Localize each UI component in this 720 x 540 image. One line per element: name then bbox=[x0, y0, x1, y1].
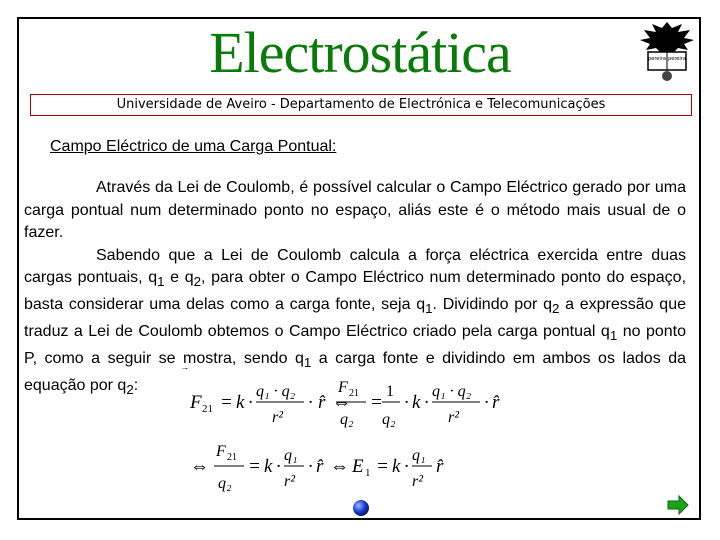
university-eagle-crest-icon bbox=[634, 18, 700, 84]
eq1-one: 1 bbox=[386, 383, 394, 400]
svg-text:r²: r² bbox=[412, 473, 424, 490]
eq1-q2: q₂ bbox=[340, 411, 354, 428]
eq1-F2: F bbox=[338, 379, 348, 396]
svg-text:q₁: q₁ bbox=[412, 447, 426, 464]
eq1-F-sub: 21 bbox=[202, 403, 213, 415]
svg-text:⇔: ⇔ bbox=[190, 456, 209, 477]
eq1-den: r² bbox=[272, 409, 284, 426]
svg-text:q₂: q₂ bbox=[218, 475, 232, 492]
paragraph-1: Através da Lei de Coulomb, é possível calcular o Campo Eléctrico gerado por uma carga pontual num determinado ponto no espaço, aliás este é o método mais usual de o fazer. bbox=[24, 179, 686, 242]
svg-text:21: 21 bbox=[349, 388, 359, 399]
svg-text:r²: r² bbox=[448, 409, 460, 426]
svg-text:·: · bbox=[308, 456, 313, 477]
logo-text-left: pereira bbox=[648, 56, 666, 62]
svg-text:r²: r² bbox=[284, 473, 296, 490]
svg-text:k: k bbox=[392, 456, 401, 477]
svg-text:·: · bbox=[484, 392, 489, 413]
svg-text:21: 21 bbox=[227, 452, 237, 463]
eq2-E: E bbox=[352, 456, 364, 477]
svg-text:k: k bbox=[264, 456, 273, 477]
svg-text:·: · bbox=[308, 392, 313, 413]
svg-text:⇔: ⇔ bbox=[332, 392, 351, 413]
eq1-num: q₁ · q₂ bbox=[256, 383, 296, 400]
eq2-E-sub: 1 bbox=[365, 467, 371, 479]
svg-text:q₂: q₂ bbox=[382, 411, 396, 428]
svg-text:=: = bbox=[248, 456, 261, 477]
eq1-F: F bbox=[190, 392, 202, 413]
svg-text:F: F bbox=[216, 443, 226, 460]
blue-sphere-icon[interactable] bbox=[352, 499, 370, 517]
subtitle: Universidade de Aveiro - Departamento de Electrónica e Telecomunicações bbox=[116, 97, 606, 112]
paragraph-2: Sabendo que a Lei de Coulomb calcula a força eléctrica exercida entre duas cargas pontuais, $q_1$ e $q_2$, para obter o Campo Eléctrico num determinado ponto do espaço, basta considerar uma delas como a carga fonte, seja $q_1$. Dividindo por $q_2$ a expressão que traduz a Lei de Coulomb obtemos o Campo Eléctrico criado pela carga pontual $q_1$ no ponto P, como a seguir se mostra, sendo $q_1$ a carga fonte e dividindo em ambos os lados da equação por $q_2$: bbox=[24, 246, 687, 397]
svg-text:k: k bbox=[412, 392, 421, 413]
svg-text:q₁ · q₂: q₁ · q₂ bbox=[432, 383, 472, 400]
svg-text:⃗ bbox=[182, 368, 188, 370]
svg-text:·: · bbox=[248, 392, 253, 413]
eq2-num: q₁ bbox=[284, 447, 298, 464]
section-heading: Campo Eléctrico de uma Carga Pontual: bbox=[50, 138, 337, 155]
logo-text-right: pereira bbox=[668, 56, 686, 62]
equations bbox=[180, 368, 510, 500]
svg-text:=: = bbox=[220, 392, 233, 413]
svg-text:=: = bbox=[376, 456, 389, 477]
svg-text:=: = bbox=[370, 392, 383, 413]
slide-title: Electrostática bbox=[209, 20, 511, 85]
eq1-rhat: r̂ bbox=[318, 392, 326, 413]
svg-text:·: · bbox=[404, 456, 409, 477]
eq1-k: k bbox=[236, 392, 245, 413]
svg-text:·: · bbox=[424, 392, 429, 413]
subtitle-box bbox=[30, 94, 692, 116]
green-right-arrow-icon[interactable] bbox=[666, 494, 690, 516]
svg-text:·: · bbox=[404, 392, 409, 413]
svg-text:⇔: ⇔ bbox=[330, 456, 349, 477]
svg-text:r̂: r̂ bbox=[492, 392, 500, 413]
svg-text:·: · bbox=[276, 456, 281, 477]
svg-text:r̂: r̂ bbox=[316, 456, 324, 477]
svg-text:r̂: r̂ bbox=[436, 456, 444, 477]
